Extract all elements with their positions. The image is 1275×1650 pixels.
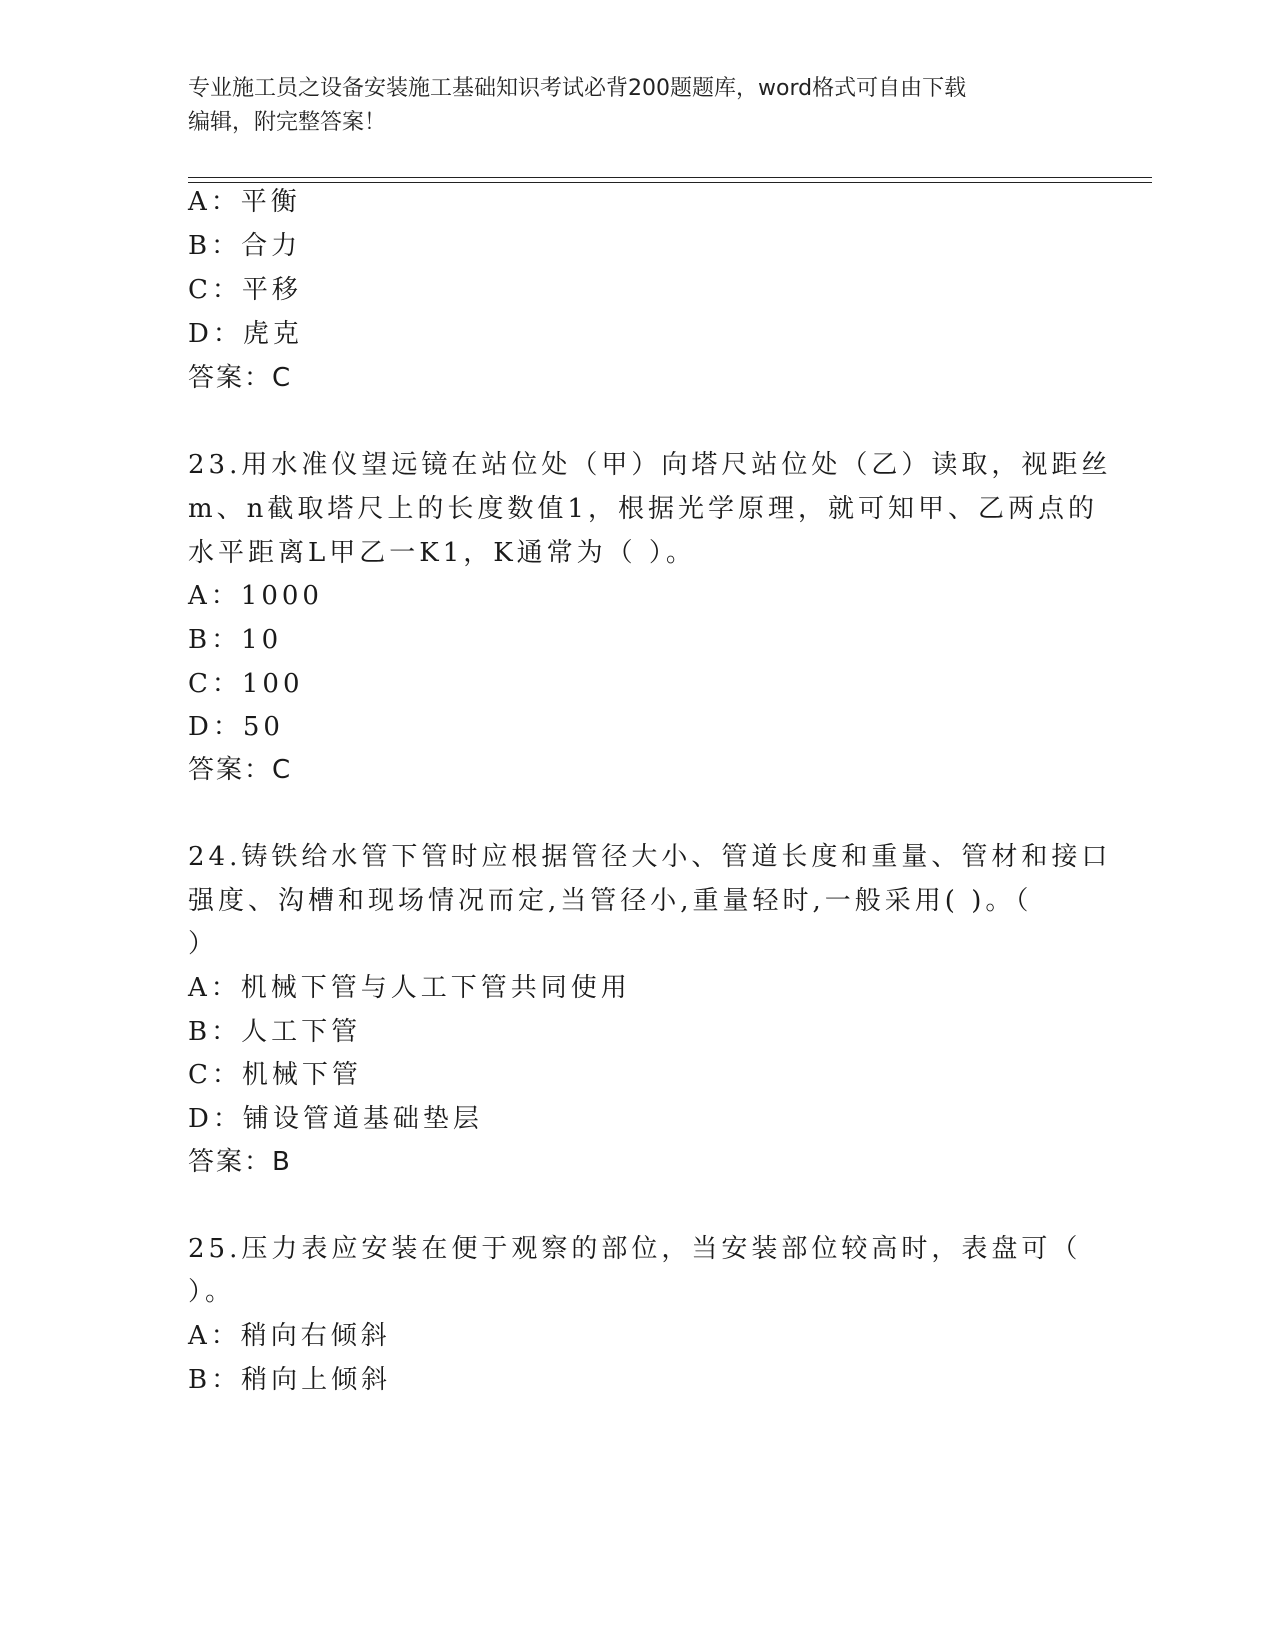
q22-answer: 答案：C xyxy=(188,363,293,393)
header-divider-bottom xyxy=(188,182,1152,183)
q24-option-d: D：铺设管道基础垫层 xyxy=(188,1104,483,1134)
q23-option-a: A：1000 xyxy=(188,581,323,611)
q23-option-d: D：50 xyxy=(188,712,284,742)
q23-stem-line-3: 水平距离L甲乙一K1，K通常为（ ）。 xyxy=(188,538,696,568)
q23-option-c: C：100 xyxy=(188,669,304,699)
q22-option-d: D：虎克 xyxy=(188,319,303,349)
header-divider-top xyxy=(188,177,1152,178)
q22-option-a: A：平衡 xyxy=(188,187,301,217)
q23-answer: 答案：C xyxy=(188,755,293,785)
header-line-2: 编辑，附完整答案！ xyxy=(188,110,387,135)
q25-option-b: B：稍向上倾斜 xyxy=(188,1365,392,1395)
q24-stem-line-2: 强度、沟槽和现场情况而定,当管径小,重量轻时,一般采用( )。（ xyxy=(188,886,1033,916)
q22-option-c: C：平移 xyxy=(188,275,302,305)
q22-option-b: B：合力 xyxy=(188,231,302,261)
q24-answer: 答案：B xyxy=(188,1147,292,1177)
q23-option-b: B：10 xyxy=(188,625,283,655)
q23-stem-line-1: 23.用水准仪望远镜在站位处（甲）向塔尺站位处（乙）读取，视距丝 xyxy=(188,450,1112,480)
document-header xyxy=(188,72,1088,140)
q24-stem-line-1: 24.铸铁给水管下管时应根据管径大小、管道长度和重量、管材和接口 xyxy=(188,842,1112,872)
q25-stem-line-2: ）。 xyxy=(188,1277,236,1307)
q24-stem-line-3: ） xyxy=(188,929,219,959)
q24-option-c: C：机械下管 xyxy=(188,1060,362,1090)
q25-stem-line-1: 25.压力表应安装在便于观察的部位，当安装部位较高时，表盘可（ xyxy=(188,1234,1082,1264)
q24-option-b: B：人工下管 xyxy=(188,1017,362,1047)
q24-option-a: A：机械下管与人工下管共同使用 xyxy=(188,973,631,1003)
header-line-1: 专业施工员之设备安装施工基础知识考试必背200题题库，word格式可自由下载 xyxy=(188,76,967,101)
q25-option-a: A：稍向右倾斜 xyxy=(188,1321,391,1351)
q23-stem-line-2: m、n截取塔尺上的长度数值1，根据光学原理，就可知甲、乙两点的 xyxy=(188,494,1098,524)
